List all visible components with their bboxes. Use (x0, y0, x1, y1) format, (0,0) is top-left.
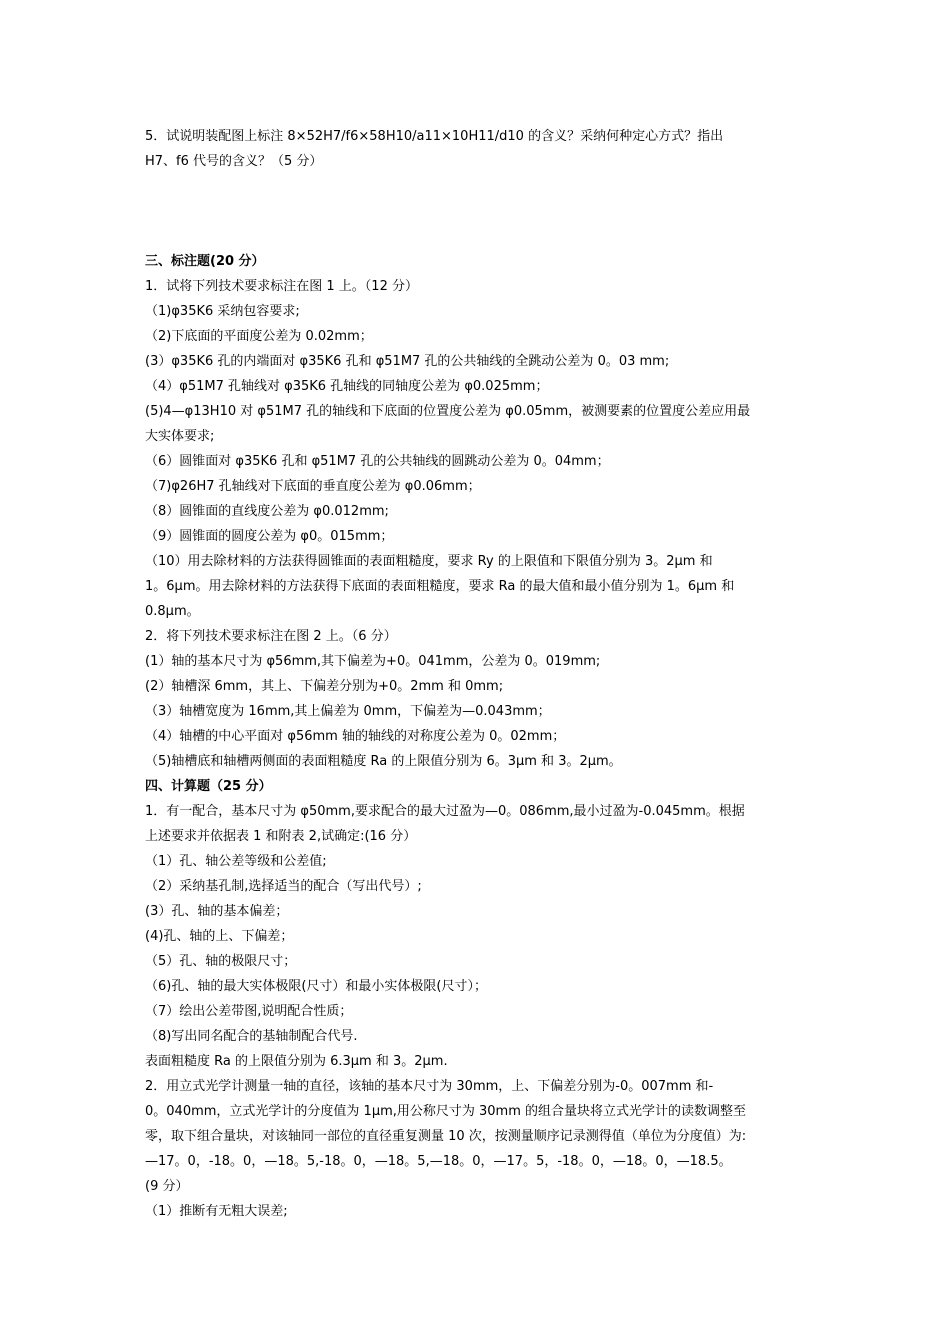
s3-q1-item-10: （10）用去除材料的方法获得圆锥面的表面粗糙度，要求 Ry 的上限值和下限值分别为 3。2μm 和 (145, 554, 713, 569)
s3-q1-item-6: （6）圆锥面对 φ35K6 孔和 φ51M7 孔的公共轴线的圆跳动公差为 0。04mm； (145, 454, 610, 469)
s3-q1-item-9: （9）圆锥面的圆度公差为 φ0。015mm； (145, 529, 394, 544)
s4-q1-item-1: （1）孔、轴公差等级和公差值; (145, 854, 327, 869)
s4-q2-points: (9 分） (145, 1179, 189, 1194)
s4-q1-item-8: （8)写出同名配合的基轴制配合代号. (145, 1029, 358, 1044)
s3-q2-item-3: （3）轴槽宽度为 16mm,其上偏差为 0mm，下偏差为—0.043mm； (145, 704, 551, 719)
question-5-line-2: H7、f6 代号的含义？（5 分） (145, 154, 323, 169)
s4-q2-prompt-cont-2: 零，取下组合量块，对该轴同一部位的直径重复测量 10 次，按测量顺序记录测得值（单位为分度值）为: (145, 1129, 747, 1144)
s3-q2-item-4: （4）轴槽的中心平面对 φ56mm 轴的轴线的对称度公差为 0。02mm； (145, 729, 566, 744)
s4-q1-item-7: （7）绘出公差带图,说明配合性质； (145, 1004, 353, 1019)
s3-q1-item-5-cont: 大实体要求; (145, 429, 215, 444)
s3-q1-item-10-end: 0.8μm。 (145, 604, 200, 619)
roughness-note: 表面粗糙度 Ra 的上限值分别为 6.3μm 和 3。2μm. (145, 1054, 448, 1069)
s3-q1-item-5: (5)4—φ13H10 对 φ51M7 孔的轴线和下底面的位置度公差为 φ0.05mm，被测要素的位置度公差应用最 (145, 404, 751, 419)
s4-q1-item-2: （2）采纳基孔制,选择适当的配合（写出代号）; (145, 879, 422, 894)
s3-q2-prompt: 2．将下列技术要求标注在图 2 上。（6 分） (145, 629, 397, 644)
section-4-heading: 四、计算题（25 分） (145, 779, 272, 794)
s4-q1-prompt-cont: 上述要求并依据表 1 和附表 2,试确定:(16 分） (145, 829, 417, 844)
s3-q2-item-2: (2）轴槽深 6mm，其上、下偏差分别为+0。2mm 和 0mm; (145, 679, 504, 694)
s4-q1-item-5: （5）孔、轴的极限尺寸； (145, 954, 297, 969)
s4-q1-item-3: (3）孔、轴的基本偏差； (145, 904, 289, 919)
s3-q2-item-5: （5)轴槽底和轴槽两侧面的表面粗糙度 Ra 的上限值分别为 6。3μm 和 3。2μm。 (145, 754, 622, 769)
s4-q1-item-4: (4)孔、轴的上、下偏差； (145, 929, 294, 944)
question-5-line-1: 5．试说明装配图上标注 8×52H7/f6×58H10/a11×10H11/d10 的含义？采纳何种定心方式？指出 (145, 129, 724, 144)
s3-q1-item-1: （1)φ35K6 采纳包容要求; (145, 304, 300, 319)
section-3-heading: 三、标注题(20 分） (145, 254, 265, 269)
s4-q1-item-6: （6)孔、轴的最大实体极限(尺寸）和最小实体极限(尺寸）； (145, 979, 487, 994)
s3-q1-item-8: （8）圆锥面的直线度公差为 φ0.012mm; (145, 504, 389, 519)
s4-q2-measurements: —17。0，-18。0，—18。5,-18。0，—18。5,—18。0，—17。5，-18。0，—18。0，—18.5。 (145, 1154, 732, 1169)
s3-q1-item-3: (3）φ35K6 孔的内端面对 φ35K6 孔和 φ51M7 孔的公共轴线的全跳动公差为 0。03 mm; (145, 354, 670, 369)
s3-q1-item-7: （7)φ26H7 孔轴线对下底面的垂直度公差为 φ0.06mm； (145, 479, 481, 494)
s3-q2-item-1: (1）轴的基本尺寸为 φ56mm,其下偏差为+0。041mm，公差为 0。019mm; (145, 654, 601, 669)
s3-q1-item-10-cont: 1。6μm。用去除材料的方法获得下底面的表面粗糙度，要求 Ra 的最大值和最小值分别为 1。6μm 和 (145, 579, 735, 594)
s3-q1-prompt: 1．试将下列技术要求标注在图 1 上。（12 分） (145, 279, 418, 294)
s3-q1-item-4: （4）φ51M7 孔轴线对 φ35K6 孔轴线的同轴度公差为 φ0.025mm； (145, 379, 549, 394)
s4-q2-item-1: （1）推断有无粗大误差; (145, 1204, 288, 1219)
s4-q2-prompt: 2．用立式光学计测量一轴的直径，该轴的基本尺寸为 30mm，上、下偏差分别为-0。007mm 和- (145, 1079, 714, 1094)
s4-q1-prompt: 1．有一配合，基本尺寸为 φ50mm,要求配合的最大过盈为—0。086mm,最小过盈为-0.045mm。根据 (145, 804, 745, 819)
s3-q1-item-2: （2)下底面的平面度公差为 0.02mm； (145, 329, 373, 344)
s4-q2-prompt-cont-1: 0。040mm，立式光学计的分度值为 1μm,用公称尺寸为 30mm 的组合量块将立式光学计的读数调整至 (145, 1104, 747, 1119)
